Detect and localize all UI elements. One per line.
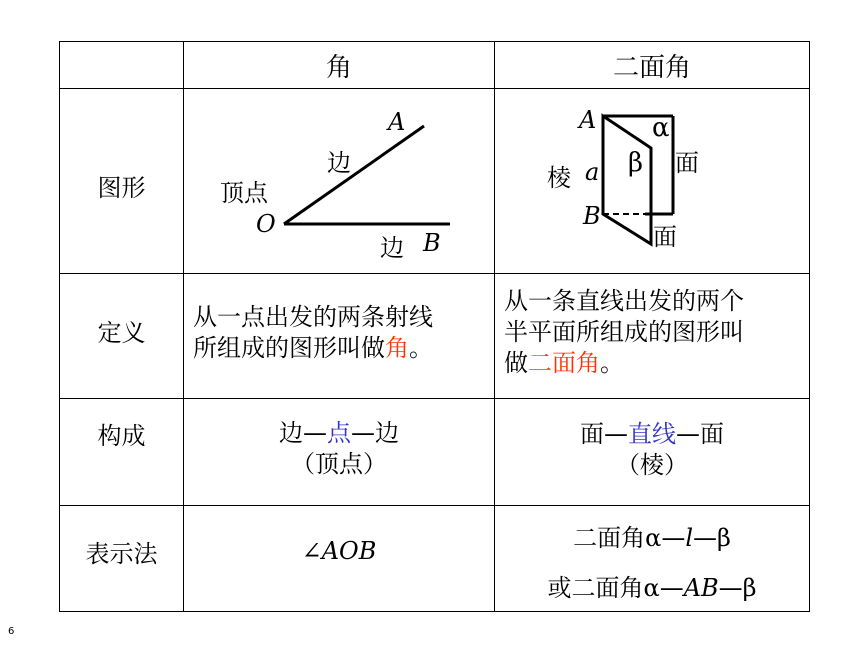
dihedral-definition-line-2: 半平面所组成的图形叫 <box>504 318 744 346</box>
face-label-alpha: 面 <box>675 149 699 177</box>
dihedral-notation <box>495 513 809 613</box>
dihedral-definition-text: 做 <box>504 349 528 377</box>
dihedral-definition-period: 。 <box>600 349 624 377</box>
angle-notation <box>184 537 494 565</box>
header-angle: 角 <box>325 53 352 83</box>
composition-point: 点 <box>327 419 351 447</box>
composition-line: 直线 <box>628 420 676 448</box>
dihedral-definition-line-1: 从一条直线出发的两个 <box>504 287 744 315</box>
notation-ab: AB <box>683 574 719 602</box>
notation-l: l <box>685 524 694 552</box>
ray-oa <box>284 126 424 224</box>
angle-definition-line-1: 从一点出发的两条射线 <box>193 303 433 331</box>
composition-face: 面 <box>580 420 604 448</box>
side-label-upper: 边 <box>327 149 351 177</box>
table-rule <box>59 273 810 274</box>
notation-alpha: α <box>645 524 662 552</box>
table-rule <box>59 398 810 399</box>
dihedral-point-b-label: B <box>583 202 601 230</box>
table-border-top <box>59 41 810 42</box>
angle-composition-line <box>184 418 494 449</box>
angle-definition-line-2 <box>193 333 493 364</box>
angle-composition <box>184 418 494 480</box>
point-a-label: A <box>388 108 406 136</box>
table-rule <box>59 505 810 506</box>
row-label-notation: 表示法 <box>85 540 158 568</box>
notation-alpha: α <box>643 574 660 602</box>
dihedral-point-a-label: A <box>579 106 597 134</box>
point-o-label: O <box>256 210 276 238</box>
plane-beta <box>603 116 651 244</box>
angle-term: 角 <box>385 334 409 362</box>
dihedral-definition-line-3 <box>504 348 808 379</box>
composition-dash: — <box>351 419 375 447</box>
header-dihedral-angle: 二面角 <box>612 53 691 83</box>
angle-definition <box>193 302 493 364</box>
composition-dash: — <box>604 420 628 448</box>
point-b-label: B <box>423 229 441 257</box>
angle-symbol: ∠ <box>301 537 322 565</box>
row-label-figure: 图形 <box>97 174 146 202</box>
angle-definition-text: 所组成的图形叫做 <box>193 334 385 362</box>
composition-face: 面 <box>700 420 724 448</box>
dihedral-notation-line-1 <box>495 513 809 563</box>
row-label-definition: 定义 <box>97 319 146 347</box>
notation-dash: — <box>659 574 684 602</box>
dihedral-composition-line <box>495 419 809 450</box>
notation-dash: — <box>661 524 686 552</box>
side-label-lower: 边 <box>380 234 404 262</box>
beta-label: β <box>628 148 644 178</box>
alpha-label: α <box>652 113 670 143</box>
dihedral-notation-text: 二面角 <box>573 524 646 552</box>
table-border-right <box>809 41 810 612</box>
dihedral-definition <box>504 286 808 379</box>
notation-beta: β <box>717 524 731 552</box>
edge-label: 棱 <box>547 164 571 192</box>
vertex-label: 顶点 <box>220 179 268 207</box>
dihedral-notation-text: 或二面角 <box>547 574 644 602</box>
composition-side: 边 <box>279 419 303 447</box>
row-label-composition: 构成 <box>97 422 146 450</box>
dihedral-composition-note: （棱） <box>616 451 688 479</box>
dihedral-composition <box>495 419 809 481</box>
notation-dash: — <box>718 574 743 602</box>
angle-composition-note: （顶点） <box>291 450 387 478</box>
angle-definition-period: 。 <box>409 334 433 362</box>
notation-dash: — <box>693 524 718 552</box>
dihedral-notation-line-2 <box>495 563 809 613</box>
angle-notation-letters: AOB <box>321 537 377 565</box>
composition-side: 边 <box>375 419 399 447</box>
composition-dash: — <box>303 419 327 447</box>
page-number: 6 <box>8 626 15 637</box>
face-label-beta: 面 <box>653 223 677 251</box>
edge-letter-label: a <box>585 158 600 186</box>
notation-beta: β <box>742 574 757 602</box>
dihedral-term: 二面角 <box>528 349 600 377</box>
composition-dash: — <box>676 420 700 448</box>
